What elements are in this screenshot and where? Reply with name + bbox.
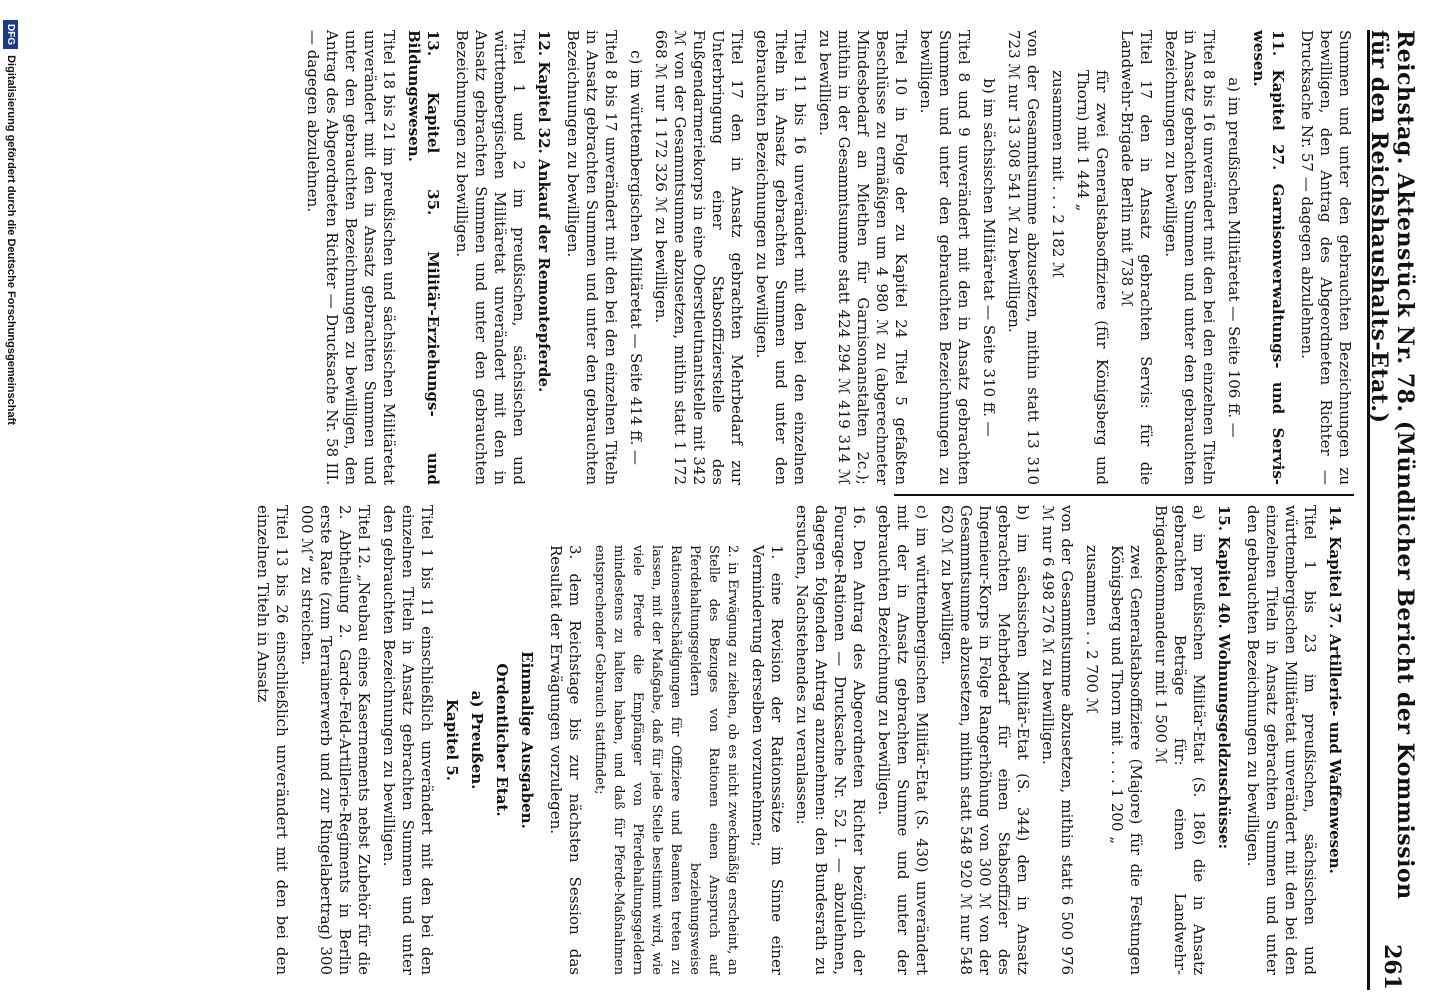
right-chapter-heading: Kapitel 5. [443, 699, 461, 781]
right-column [247, 505, 1354, 975]
right-section-heading: 14. Kapitel 37. Artillerie- und Waffenwesen. [1326, 505, 1344, 874]
left-para: Titel 8 bis 16 unverändert mit den bei den einzelnen Titeln in Ansatz gebrachten Summen und unter den gebrauchten Bezeichnungen zu bewilligen. [1162, 30, 1218, 485]
left-para: von der Gesammtsumme abzusetzen, mithin statt 13 310 723 ℳ nur 13 308 541 ℳ zu bewilligen. [1005, 30, 1042, 485]
left-section-heading: 13. Kapitel 35. Militär-Erziehungs- und Bildungswesen. [405, 30, 442, 485]
right-para: a) im preußischen Militär-Etat (S. 186) die in Ansatz gebrachten Beträge für: einen Landwehr-Brigadekommandeur mit 1 500 ℳ [1152, 505, 1208, 975]
right-para: b) im sächsischen Militär-Etat (S. 344) den in Ansatz gebrachten Mehrbedarf für einen Stabsoffizier des Ingenieur-Korps in Folge Rangerhöhung von 300 ℳ von der Gesammtsumme abzusetzen, mithin statt 548 920 ℳ nur 548 620 ℳ zu bewilligen. [938, 505, 1032, 975]
right-list-item: 2. in Erwägung zu ziehen, ob es nicht zweckmäßig erscheint, an Stelle des Bezuges von Rationen einen Anspruch auf Pferdehaltungsgeldern beziehungsweise Rationsentschädigungen für Offiziere und Beamten treten zu lassen, mit der Maßgabe, daß für jede Stelle bestimmt wird, wie viele Pferde die Empfänger von Pferdehaltungsgeldern mindestens zu halten haben, und daß für Pferde-Maßnahmen entsprechender Gebrauch stattfindet; [592, 545, 740, 975]
left-column [297, 30, 1354, 485]
right-para: zwei Generalstabsoffiziere (Majore) für die Festungen Königsberg und Thorn mit . . . . 1 200 „ [1108, 545, 1145, 975]
dfg-logo: DFG [4, 20, 19, 49]
right-section-heading: 15. Kapitel 40. Wohnungsgeldzuschüsse: [1215, 505, 1233, 850]
header-rule [1367, 30, 1370, 990]
left-para: Titel 17 den in Ansatz gebrachten Mehrbedarf zur Unterbringung einer Stabsoffizierstelle des Fußgendarmeriekorps in eine Oberstleutnantstelle mit 342 ℳ von der Gesammtsumme abzusetzen, mithin statt 1 172 668 ℳ nur 1 172 326 ℳ zu bewilligen. [652, 30, 746, 485]
left-subheading: a) im preußischen Militäretat — Seite 106 ff. — [1225, 77, 1243, 438]
page-number: 261 [1379, 944, 1405, 990]
left-para: für zwei Generalstabsoffiziere (für Königsberg und Thorn) mit 1 444 „ [1074, 70, 1111, 485]
right-para: Titel 13 bis 26 einschließlich unverändert mit den bei den einzelnen Titeln in Ansatz [254, 505, 291, 975]
right-list-item: 3. dem Reichstage bis zur nächsten Session das Resultat der Erwägungen vorzulegen. [547, 545, 584, 975]
left-section-heading: 11. Kapitel 27. Garnisonverwaltungs- und Servis-wesen. [1250, 30, 1287, 485]
right-sum-line: zusammen . . 2 700 ℳ [1083, 545, 1101, 714]
right-section-title: Einmalige Ausgaben. [518, 651, 536, 829]
digitization-credit-text: Digitalisierung gefördert durch die Deutsche Forschungsgemeinschaft [5, 55, 17, 425]
left-para: Titel 8 und 9 unverändert mit den in Ansatz gebrachten Summen und unter den gebrauchten Bezeichnungen zu bewilligen. [917, 30, 973, 485]
left-sum-line: zusammen mit . . . 2 182 ℳ [1049, 70, 1067, 279]
right-subheading: a) Preußen. [468, 690, 486, 790]
left-para: Titel 8 bis 17 unverändert mit den bei den einzelnen Titeln in Ansatz gebrachten Summen und unter den gebrauchten Bezeichnungen zu bewilligen. [564, 30, 620, 485]
right-para: c) im württembergischen Militär-Etat (S. 430) unverändert mit der in Ansatz gebrachten Summe und unter der gebrauchten Bezeichnung zu bewilligen. [875, 505, 931, 975]
right-para: Titel 1 bis 23 im preußischen, sächsischen und württembergischen Militäretat unverändert mit den bei den einzelnen Titeln in Ansatz gebrachten Summen und unter den gebrauchten Bezeichnungen zu bewilligen. [1244, 505, 1319, 975]
right-para: Titel 12. „Neubau eines Kasernements nebst Zubehör für die 2. Abtheilung 2. Garde-Feld-Artillerie-Regiments in Berlin erste Rate (zum Terrainerwerb und zur Ringelabertrag) 300 000 ℳ“ zu streichen. [298, 505, 373, 975]
right-para: von der Gesammtsumme abzusetzen, mithin statt 6 500 976 ℳ nur 6 498 276 ℳ zu bewilligen. [1039, 505, 1076, 975]
left-para: Titel 10 in Folge der zu Kapitel 24 Titel 5 gefaßten Beschlüsse zu ermäßigen um 4 980 ℳ zu (abgerechneter Mindesbedarf an Miethen für Garnisonanstalten 2c.); mithin in der Gesammtsumme statt 424 294 ℳ 419 314 ℳ zu bewilligen. [816, 30, 910, 485]
left-para: Titel 1 und 2 im preußischen, sächsischen und württembergischen Militäretat unverändert mit den in Ansatz gebrachten Summen und unter den gebrauchten Bezeichnungen zu bewilligen. [453, 30, 528, 485]
right-para: 16. Den Antrag des Abgeordneten Richter bezüglich der Fourage-Rationen — Drucksache Nr. 52 I. — abzulehnen, dagegen folgenden Antrag anzunehmen: den Bundesrath zu ersuchen, Nachstehendes zu veranlassen: [793, 505, 868, 975]
left-para: Titel 17 den in Ansatz gebrachten Servis: für die Landwehr-Brigade Berlin mit 738 ℳ [1118, 30, 1155, 485]
right-para: Titel 1 bis 11 einschließlich unverändert mit den bei den einzelnen Titeln in Ansatz gebrachten Summen und unter den gebrauchten Bezeichnungen zu bewilligen. [380, 505, 436, 975]
column-divider [894, 494, 1354, 496]
digitization-credit [0, 0, 22, 1000]
left-para: Summen und unter den gebrauchten Bezeichnungen zu bewilligen, den Antrag des Abgeordneten Richter — Drucksache Nr. 57 — dagegen abzulehnen. [1298, 30, 1354, 485]
left-para: Titel 18 bis 21 im preußischen und sächsischen Militäretat unverändert mit den in Ansatz gebrachten Summen und unter den gebrauchten Bezeichnungen zu bewilligen, den Antrag des Abgeordneten Richter — Drucksache Nr. 58 III. — dagegen abzulehnen. [304, 30, 398, 485]
left-para: Titel 11 bis 16 unverändert mit den bei den einzelnen Titeln in Ansatz gebrachten Summen und unter den gebrauchten Bezeichnungen zu bewilligen. [753, 30, 809, 485]
page-header-title: Reichstag. Aktenstück Nr. 78. (Mündlicher Bericht der Kommission für den Reichshaushalts-Etat.) [1366, 30, 1418, 900]
right-list-item: 1. eine Revision der Rationssätze im Sinne einer Verminderung derselben vorzunehmen; [749, 545, 786, 975]
left-subheading: b) im sächsischen Militäretat — Seite 310 ff. — [980, 78, 998, 437]
right-section-title: Ordentlicher Etat. [493, 663, 511, 817]
page-header [1366, 30, 1418, 990]
left-section-heading: 12. Kapitel 32. Ankauf der Remontepferde. [535, 30, 553, 393]
left-subheading: c) im württembergischen Militäretat — Seite 414 ff. — [627, 50, 645, 465]
